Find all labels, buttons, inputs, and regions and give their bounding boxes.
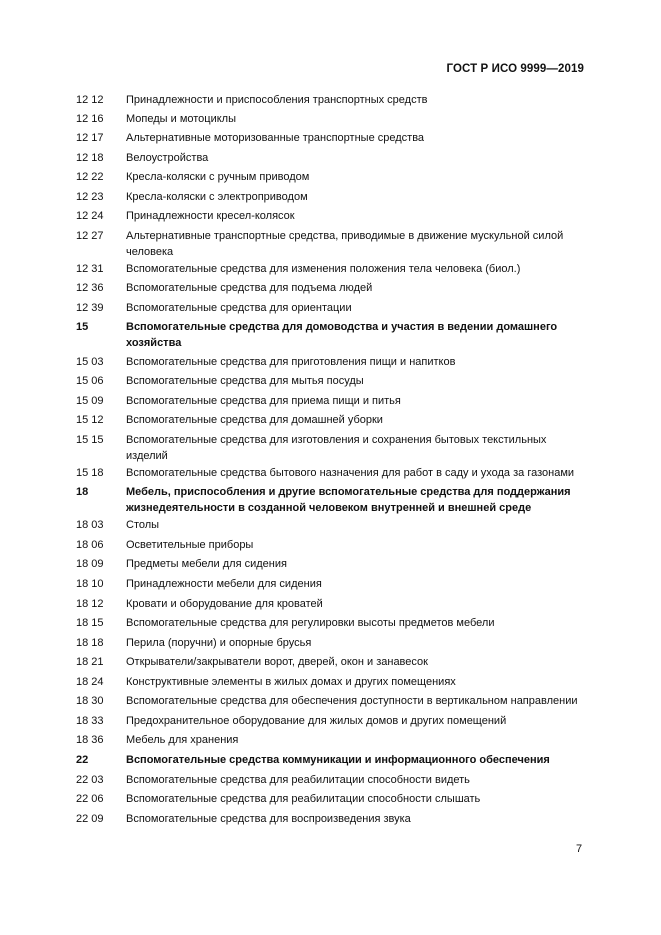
item-title: Принадлежности мебели для сидения bbox=[126, 578, 322, 590]
item-title: Вспомогательные средства для приема пищи и питья bbox=[126, 395, 401, 407]
item-title: Осветительные приборы bbox=[126, 539, 254, 551]
item-code: 18 24 bbox=[76, 676, 104, 688]
page-number: 7 bbox=[576, 843, 583, 855]
item-code: 15 18 bbox=[76, 467, 104, 479]
item-code: 12 39 bbox=[76, 302, 104, 314]
item-title: Вспомогательные средства бытового назначения для работ в саду и ухода за газонами bbox=[126, 467, 575, 479]
category-code: 18 bbox=[76, 486, 89, 498]
item-title: Вспомогательные средства для воспроизведения звука bbox=[126, 813, 411, 825]
item-title: Мопеды и мотоциклы bbox=[126, 113, 236, 125]
item-code: 22 03 bbox=[76, 774, 104, 786]
item-code: 22 09 bbox=[76, 813, 104, 825]
item-title: Вспомогательные средства для ориентации bbox=[126, 302, 352, 314]
standard-designation: ГОСТ Р ИСО 9999—2019 bbox=[446, 63, 584, 75]
item-code: 15 15 bbox=[76, 434, 104, 446]
item-code: 12 31 bbox=[76, 263, 104, 275]
item-code: 12 22 bbox=[76, 171, 104, 183]
item-title: Альтернативные моторизованные транспортные средства bbox=[126, 132, 425, 144]
item-title: Вспомогательные средства для реабилитации способности слышать bbox=[126, 793, 481, 805]
item-code: 18 18 bbox=[76, 637, 104, 649]
item-code: 12 12 bbox=[76, 94, 104, 106]
item-code: 18 33 bbox=[76, 715, 104, 727]
item-code: 12 16 bbox=[76, 113, 104, 125]
item-title: Велоустройства bbox=[126, 152, 209, 164]
item-code: 18 09 bbox=[76, 558, 104, 570]
item-title: Вспомогательные средства для реабилитации способности видеть bbox=[126, 774, 470, 786]
item-code: 12 18 bbox=[76, 152, 104, 164]
item-title: Принадлежности и приспособления транспортных средств bbox=[126, 94, 428, 106]
item-code: 12 17 bbox=[76, 132, 104, 144]
item-title: Перила (поручни) и опорные брусья bbox=[126, 637, 312, 649]
item-code: 15 12 bbox=[76, 414, 104, 426]
item-title: Предметы мебели для сидения bbox=[126, 558, 287, 570]
item-title: Предохранительное оборудование для жилых домов и других помещений bbox=[126, 715, 507, 727]
item-code: 18 30 bbox=[76, 695, 104, 707]
item-title: Вспомогательные средства для приготовления пищи и напитков bbox=[126, 356, 456, 368]
item-title: Кресла-коляски с электроприводом bbox=[126, 191, 308, 203]
item-code: 12 27 bbox=[76, 230, 104, 242]
item-code: 18 21 bbox=[76, 656, 104, 668]
item-title: Альтернативные транспортные средства, приводимые в движение мускульной силой человека bbox=[126, 230, 564, 258]
item-title: Открыватели/закрыватели ворот, дверей, окон и занавесок bbox=[126, 656, 428, 668]
item-code: 15 03 bbox=[76, 356, 104, 368]
item-title: Вспомогательные средства для обеспечения доступности в вертикальном направлении bbox=[126, 695, 578, 707]
category-code: 15 bbox=[76, 321, 89, 333]
item-title: Мебель для хранения bbox=[126, 734, 239, 746]
item-code: 15 06 bbox=[76, 375, 104, 387]
item-title: Вспомогательные средства для изготовления и сохранения бытовых текстильных изделий bbox=[126, 434, 547, 462]
category-title: Вспомогательные средства для домоводства и участия в ведении домашнего хозяйства bbox=[126, 321, 558, 349]
item-code: 18 36 bbox=[76, 734, 104, 746]
item-code: 15 09 bbox=[76, 395, 104, 407]
item-code: 12 23 bbox=[76, 191, 104, 203]
item-title: Принадлежности кресел-колясок bbox=[126, 210, 295, 222]
category-title: Вспомогательные средства коммуникации и информационного обеспечения bbox=[126, 754, 550, 766]
item-title: Кресла-коляски с ручным приводом bbox=[126, 171, 310, 183]
item-title: Вспомогательные средства для подъема людей bbox=[126, 282, 373, 294]
item-code: 18 10 bbox=[76, 578, 104, 590]
item-code: 22 06 bbox=[76, 793, 104, 805]
item-code: 18 12 bbox=[76, 598, 104, 610]
item-code: 12 36 bbox=[76, 282, 104, 294]
item-code: 18 15 bbox=[76, 617, 104, 629]
item-title: Конструктивные элементы в жилых домах и других помещениях bbox=[126, 676, 456, 688]
item-title: Вспомогательные средства для мытья посуды bbox=[126, 375, 364, 387]
item-title: Вспомогательные средства для регулировки высоты предметов мебели bbox=[126, 617, 495, 629]
item-title: Столы bbox=[126, 519, 160, 531]
item-code: 12 24 bbox=[76, 210, 104, 222]
category-title: Мебель, приспособления и другие вспомогательные средства для поддержания жизнедеятельности в созданной человеком внутренней и внешней среде bbox=[126, 486, 571, 514]
category-code: 22 bbox=[76, 754, 89, 766]
item-code: 18 03 bbox=[76, 519, 104, 531]
item-code: 18 06 bbox=[76, 539, 104, 551]
item-title: Кровати и оборудование для кроватей bbox=[126, 598, 323, 610]
item-title: Вспомогательные средства для домашней уборки bbox=[126, 414, 383, 426]
item-title: Вспомогательные средства для изменения положения тела человека (биол.) bbox=[126, 263, 521, 275]
